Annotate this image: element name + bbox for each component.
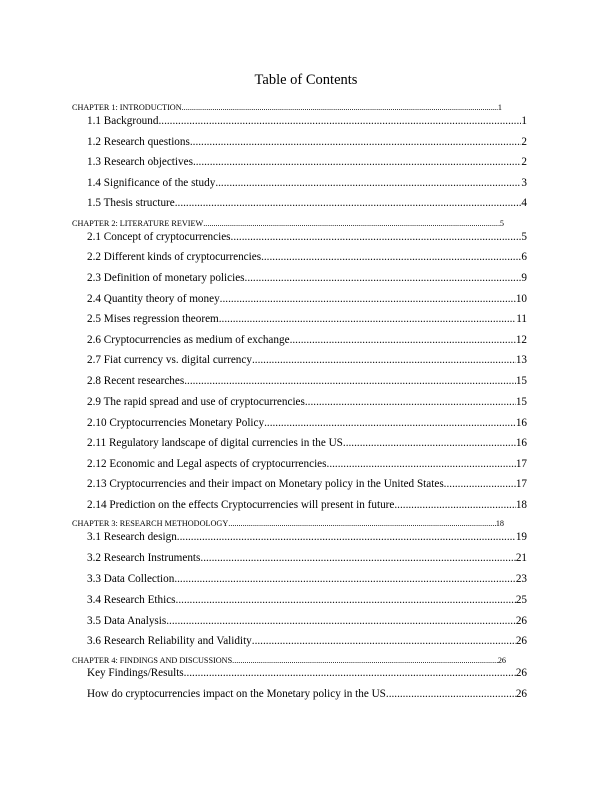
toc-section-2-7[interactable] (87, 353, 527, 367)
toc-page-number: 17 (515, 478, 527, 490)
toc-page-number: 19 (515, 531, 527, 543)
toc-section-2-4[interactable] (87, 292, 527, 306)
toc-leader-dots (261, 250, 521, 264)
toc-section-2-5[interactable] (87, 312, 527, 326)
toc-section-label: 2.8 Recent researches (87, 375, 185, 387)
toc-section-label: 2.10 Cryptocurrencies Monetary Policy (87, 417, 265, 429)
toc-chapter-2[interactable] (72, 218, 504, 229)
toc-section-2-3[interactable] (87, 271, 527, 285)
toc-leader-dots (343, 436, 516, 450)
toc-page-number: 4 (521, 197, 527, 209)
toc-page-number: 21 (515, 552, 527, 564)
toc-section-2-8[interactable] (87, 374, 527, 388)
toc-section-label: 3.3 Data Collection (87, 573, 175, 585)
toc-section-label: 2.11 Regulatory landscape of digital currencies in the US (87, 437, 343, 449)
toc-section-label: 1.3 Research objectives (87, 156, 193, 168)
toc-leader-dots (444, 477, 516, 491)
toc-section-1-4[interactable] (87, 176, 527, 190)
toc-page-number: 26 (515, 688, 527, 700)
toc-section-2-9[interactable] (87, 395, 527, 409)
toc-chapter-3[interactable] (72, 518, 504, 529)
toc-leader-dots (264, 416, 516, 430)
toc-page-number: 26 (515, 615, 527, 627)
toc-section-3-5[interactable] (87, 614, 527, 628)
toc-leader-dots (193, 155, 521, 169)
toc-page-number: 3 (521, 177, 527, 189)
toc-leader-dots (158, 114, 521, 128)
toc-page-number: 18 (495, 519, 504, 528)
toc-page-number: 1 (521, 115, 527, 127)
toc-leader-dots (174, 572, 516, 586)
toc-leader-dots (190, 135, 522, 149)
toc-section-1-1[interactable] (87, 114, 527, 128)
toc-leader-dots (252, 634, 516, 648)
toc-leader-dots (228, 518, 496, 529)
toc-section-label: 1.2 Research questions (87, 136, 190, 148)
toc-page-number: 1 (497, 103, 502, 112)
toc-section-3-1[interactable] (87, 530, 527, 544)
toc-chapter-4[interactable] (72, 655, 506, 666)
toc-section-label: 2.13 Cryptocurrencies and their impact on Monetary policy in the United States (87, 478, 444, 490)
toc-section-1-5[interactable] (87, 196, 527, 210)
toc-page-number: 2 (521, 136, 527, 148)
toc-section-label: 2.9 The rapid spread and use of cryptocurrencies (87, 396, 305, 408)
toc-page-number: 15 (515, 396, 527, 408)
toc-leader-dots (394, 498, 515, 512)
toc-page-number: 10 (515, 293, 527, 305)
toc-section-label: 2.3 Definition of monetary policies (87, 272, 245, 284)
toc-section-label: 3.2 Research Instruments (87, 552, 201, 564)
toc-page-number: 16 (515, 437, 527, 449)
toc-section-label: 2.12 Economic and Legal aspects of cryptocurrencies (87, 458, 327, 470)
toc-section-2-2[interactable] (87, 250, 527, 264)
toc-leader-dots (177, 530, 516, 544)
toc-leader-dots (200, 551, 515, 565)
toc-section-label: 2.5 Mises regression theorem (87, 313, 219, 325)
page-title: Table of Contents (254, 72, 358, 88)
toc-section-4-2[interactable] (87, 687, 527, 701)
toc-section-label: 1.1 Background (87, 115, 159, 127)
toc-section-1-2[interactable] (87, 135, 527, 149)
toc-page-number: 5 (499, 219, 504, 228)
toc-leader-dots (182, 102, 498, 113)
toc-leader-dots (231, 230, 522, 244)
toc-leader-dots (245, 271, 522, 285)
toc-section-label: 1.5 Thesis structure (87, 197, 175, 209)
toc-page-number: 23 (515, 573, 527, 585)
toc-leader-dots (290, 333, 516, 347)
toc-leader-dots (305, 395, 516, 409)
toc-page-number: 15 (515, 375, 527, 387)
toc-section-label: 2.7 Fiat currency vs. digital currency (87, 354, 252, 366)
toc-section-1-3[interactable] (87, 155, 527, 169)
toc-page-number: 13 (515, 354, 527, 366)
toc-section-label: 3.6 Research Reliability and Validity (87, 635, 252, 647)
toc-section-label: 2.2 Different kinds of cryptocurrencies (87, 251, 262, 263)
toc-leader-dots (215, 176, 521, 190)
toc-leader-dots (203, 218, 500, 229)
toc-leader-dots (386, 687, 516, 701)
toc-leader-dots (184, 666, 516, 680)
toc-page-number: 18 (515, 499, 527, 511)
toc-section-label: 2.14 Prediction on the effects Cryptocurrencies will present in future (87, 499, 395, 511)
toc-chapter-label: CHAPTER 2: LITERATURE REVIEW (72, 219, 204, 228)
toc-section-2-6[interactable] (87, 333, 527, 347)
toc-page-number: 6 (521, 251, 527, 263)
toc-leader-dots (166, 614, 516, 628)
toc-leader-dots (219, 312, 516, 326)
toc-chapter-label: CHAPTER 1: INTRODUCTION (72, 103, 182, 112)
toc-chapter-label: CHAPTER 3: RESEARCH METHODOLOGY (72, 519, 229, 528)
toc-section-label: 1.4 Significance of the study (87, 177, 216, 189)
toc-section-2-13[interactable] (87, 477, 527, 491)
toc-section-2-10[interactable] (87, 416, 527, 430)
toc-leader-dots (176, 593, 516, 607)
toc-section-label: 2.1 Concept of cryptocurrencies (87, 231, 231, 243)
toc-section-2-14[interactable] (87, 498, 527, 512)
toc-page-number: 9 (521, 272, 527, 284)
toc-page-number: 11 (516, 313, 527, 325)
toc-section-label: 3.4 Research Ethics (87, 594, 176, 606)
toc-section-label: 2.6 Cryptocurrencies as medium of exchange (87, 334, 290, 346)
toc-section-3-4[interactable] (87, 593, 527, 607)
toc-page-number: 17 (515, 458, 527, 470)
toc-section-label: 2.4 Quantity theory of money (87, 293, 220, 305)
toc-chapter-label: CHAPTER 4: FINDINGS AND DISCUSSIONS (72, 656, 233, 665)
toc-page-number: 16 (515, 417, 527, 429)
toc-section-label: Key Findings/Results (87, 667, 184, 679)
toc-section-3-3[interactable] (87, 572, 527, 586)
toc-leader-dots (232, 655, 498, 666)
toc-section-3-6[interactable] (87, 634, 527, 648)
toc-section-2-11[interactable] (87, 436, 527, 450)
toc-page-number: 12 (515, 334, 527, 346)
toc-page-number: 26 (515, 667, 527, 679)
toc-section-2-1[interactable] (87, 230, 527, 244)
toc-section-4-1[interactable] (87, 666, 527, 680)
toc-section-label: 3.5 Data Analysis (87, 615, 167, 627)
toc-leader-dots (327, 457, 516, 471)
toc-page-number: 26 (515, 635, 527, 647)
toc-section-3-2[interactable] (87, 551, 527, 565)
toc-section-label: 3.1 Research design (87, 531, 177, 543)
toc-page-number: 5 (521, 231, 527, 243)
toc-page-number: 26 (497, 656, 506, 665)
toc-leader-dots (220, 292, 516, 306)
toc-page-number: 2 (521, 156, 527, 168)
toc-section-label: How do cryptocurrencies impact on the Monetary policy in the US (87, 688, 386, 700)
toc-leader-dots (252, 353, 516, 367)
toc-leader-dots (175, 196, 522, 210)
toc-chapter-1[interactable] (72, 102, 502, 113)
toc-page-number: 25 (515, 594, 527, 606)
toc-leader-dots (184, 374, 516, 388)
toc-section-2-12[interactable] (87, 457, 527, 471)
